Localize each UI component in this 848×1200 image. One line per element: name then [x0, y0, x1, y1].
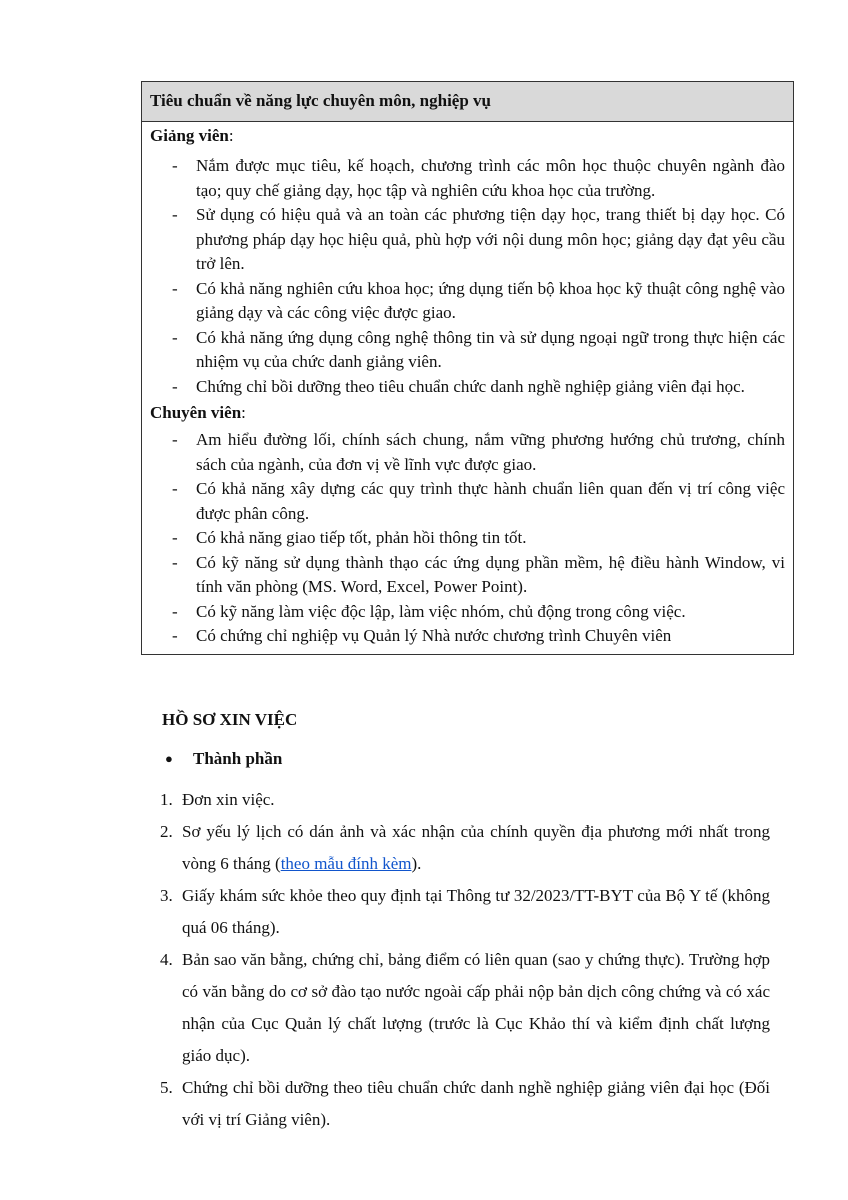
list-item [160, 944, 770, 1072]
item-text: Đơn xin việc. [182, 790, 275, 809]
standards-body [142, 122, 793, 654]
item-number: 1. [160, 790, 173, 809]
list-item: - Sử dụng có hiệu quả và an toàn các phương tiện dạy học, trang thiết bị dạy học. Có phương pháp dạy học hiệu quả, phù hợp với nội dung môn học; giảng dạy đạt yêu cầu trở lên. [150, 203, 785, 277]
item-text-after: ). [411, 854, 422, 873]
item-number: 3. [160, 886, 173, 905]
list-item: - Có kỹ năng làm việc độc lập, làm việc nhóm, chủ động trong công việc. [150, 600, 785, 625]
attached-template-link[interactable]: theo mẫu đính kèm [280, 854, 412, 873]
list-item: - Có khả năng giao tiếp tốt, phản hồi thông tin tốt. [150, 526, 785, 551]
list-item [160, 816, 770, 880]
item-text: Bản sao văn bằng, chứng chỉ, bảng điểm có liên quan (sao y chứng thực). Trường hợp có văn bằng do cơ sở đào tạo nước ngoài cấp phải nộp bản dịch công chứng và có xác nhận của Cục Quản lý chất lượng (trước là Cục Khảo thí và kiểm định chất lượng giáo dục). [182, 950, 770, 1065]
item-text: Giấy khám sức khỏe theo quy định tại Thông tư 32/2023/TT-BYT của Bộ Y tế (không quá 06 tháng). [182, 886, 770, 937]
list-item: - Am hiểu đường lối, chính sách chung, nắm vững phương hướng chủ trương, chính sách của ngành, của đơn vị về lĩnh vực được giao. [150, 428, 785, 477]
section-title: HỒ SƠ XIN VIỆC [162, 710, 298, 729]
list-item: - Có khả năng ứng dụng công nghệ thông tin và sử dụng ngoại ngữ trong thực hiện các nhiệm vụ của chức danh giảng viên. [150, 326, 785, 375]
bullet-icon: ● [165, 751, 173, 766]
bullet-label: Thành phần [193, 749, 283, 768]
lecturer-list [150, 154, 785, 399]
group-lecturer [150, 124, 785, 399]
item-text: Sơ yếu lý lịch có dán ảnh và xác nhận của chính quyền địa phương mới nhất trong vòng 6 tháng ( [182, 822, 770, 873]
list-item: - Có khả năng xây dựng các quy trình thực hành chuẩn liên quan đến vị trí công việc được phân công. [150, 477, 785, 526]
standards-header: Tiêu chuẩn về năng lực chuyên môn, nghiệp vụ [142, 82, 793, 122]
documents-list [160, 784, 770, 1136]
item-number: 5. [160, 1078, 173, 1097]
list-item: - Có kỹ năng sử dụng thành thạo các ứng dụng phần mềm, hệ điều hành Window, vi tính văn phòng (MS. Word, Excel, Power Point). [150, 551, 785, 600]
list-item: - Chứng chỉ bồi dưỡng theo tiêu chuẩn chức danh nghề nghiệp giảng viên đại học. [150, 375, 785, 400]
list-item: - Nắm được mục tiêu, kế hoạch, chương trình các môn học thuộc chuyên ngành đào tạo; quy chế giảng dạy, học tập và nghiên cứu khoa học của trường. [150, 154, 785, 203]
item-text: Chứng chỉ bồi dưỡng theo tiêu chuẩn chức danh nghề nghiệp giảng viên đại học (Đối với vị trí Giảng viên). [182, 1078, 770, 1129]
group-title: Giảng viên: [150, 126, 234, 145]
item-number: 2. [160, 822, 173, 841]
list-item: - Có chứng chỉ nghiệp vụ Quản lý Nhà nước chương trình Chuyên viên [150, 624, 785, 649]
group-title: Chuyên viên: [150, 403, 246, 422]
list-item [160, 880, 770, 944]
list-item [160, 784, 770, 816]
group-specialist [150, 401, 785, 649]
specialist-list [150, 428, 785, 649]
application-documents [160, 708, 770, 1136]
standards-table [141, 81, 794, 655]
item-number: 4. [160, 950, 173, 969]
bullet-heading [160, 747, 770, 771]
list-item [160, 1072, 770, 1136]
list-item: - Có khả năng nghiên cứu khoa học; ứng dụng tiến bộ khoa học kỹ thuật công nghệ vào giảng dạy và các công việc được giao. [150, 277, 785, 326]
